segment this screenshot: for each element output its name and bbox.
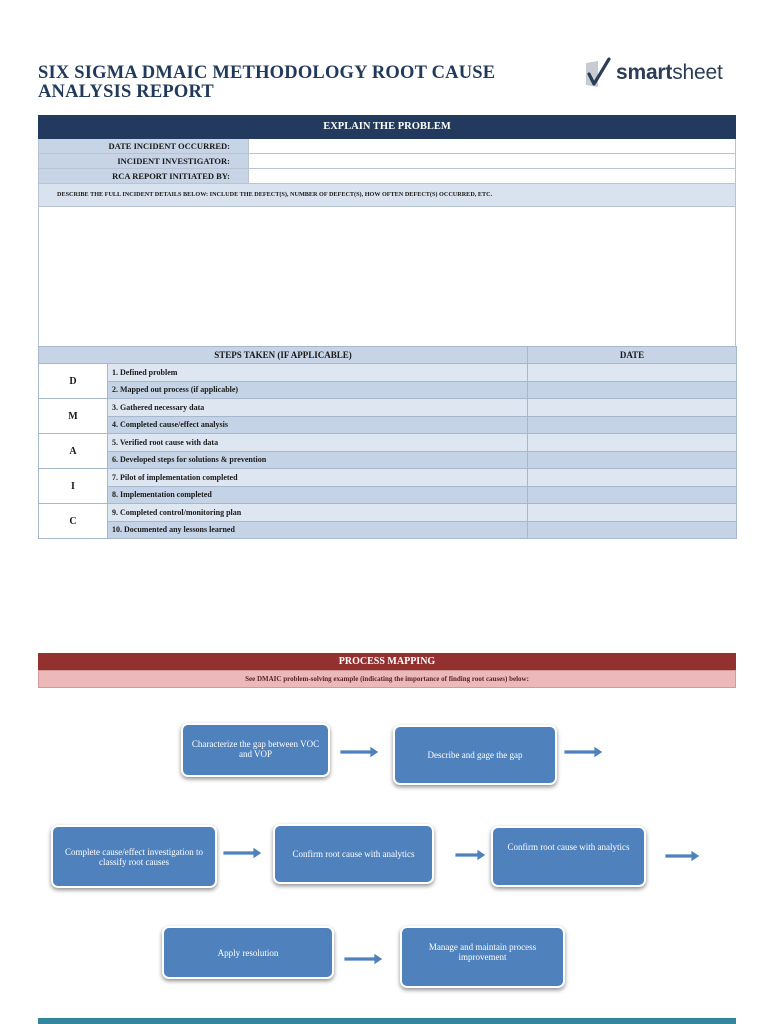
right-arrow-icon xyxy=(223,846,263,860)
step-date-field[interactable] xyxy=(528,434,737,452)
step-date-field[interactable] xyxy=(528,416,737,434)
right-arrow-icon xyxy=(344,952,384,966)
process-mapping-subheader: See DMAIC problem-solving example (indicating the importance of finding root causes) below: xyxy=(38,670,736,688)
investigator-field[interactable] xyxy=(248,154,735,168)
step-date-field[interactable] xyxy=(528,451,737,469)
logo-wordmark: smartsheet xyxy=(616,61,723,84)
step-label: 4. Completed cause/effect analysis xyxy=(108,416,528,434)
step-label: 2. Mapped out process (if applicable) xyxy=(108,381,528,399)
step-date-field[interactable] xyxy=(528,521,737,539)
step-label: 3. Gathered necessary data xyxy=(108,399,528,417)
right-arrow-icon xyxy=(564,745,604,759)
rca-initiated-label: RCA REPORT INITIATED BY: xyxy=(39,169,248,183)
flow-box-confirm-root-cause-1: Confirm root cause with analytics xyxy=(273,824,434,884)
step-label: 5. Verified root cause with data xyxy=(108,434,528,452)
flow-box-manage-improvement: Manage and maintain process improvement xyxy=(400,926,565,988)
step-date-field[interactable] xyxy=(528,504,737,522)
flow-box-apply-resolution: Apply resolution xyxy=(162,926,334,979)
phase-label: A xyxy=(39,434,108,469)
steps-column-header: STEPS TAKEN (IF APPLICABLE) xyxy=(39,347,528,364)
step-label: 1. Defined problem xyxy=(108,364,528,382)
flow-box-confirm-root-cause-2: Confirm root cause with analytics xyxy=(491,826,646,887)
rca-initiated-row xyxy=(38,169,736,184)
step-date-field[interactable] xyxy=(528,364,737,382)
checkmark-logo-icon xyxy=(584,57,612,89)
step-date-field[interactable] xyxy=(528,469,737,487)
date-incident-field[interactable] xyxy=(248,139,735,153)
next-section-header-bar xyxy=(38,1018,736,1024)
step-label: 6. Developed steps for solutions & prevention xyxy=(108,451,528,469)
date-column-header: DATE xyxy=(528,347,737,364)
step-label: 7. Pilot of implementation completed xyxy=(108,469,528,487)
step-label: 9. Completed control/monitoring plan xyxy=(108,504,528,522)
step-date-field[interactable] xyxy=(528,381,737,399)
flow-box-describe-gap: Describe and gage the gap xyxy=(393,725,557,785)
steps-table xyxy=(38,346,737,539)
phase-label: C xyxy=(39,504,108,539)
right-arrow-icon xyxy=(665,849,701,863)
incident-details-field[interactable] xyxy=(38,207,736,346)
flow-box-cause-effect: Complete cause/effect investigation to classify root causes xyxy=(51,825,217,888)
incident-details-label: DESCRIBE THE FULL INCIDENT DETAILS BELOW: INCLUDE THE DEFECT(S), NUMBER OF DEFECT(S), HOW OFTEN DEFECT(S) OCCURRED, ETC. xyxy=(38,184,736,207)
investigator-row xyxy=(38,154,736,169)
step-label: 10. Documented any lessons learned xyxy=(108,521,528,539)
phase-label: M xyxy=(39,399,108,434)
flow-box-characterize-gap: Characterize the gap between VOC and VOP xyxy=(181,723,330,777)
process-mapping-header: PROCESS MAPPING xyxy=(38,653,736,670)
right-arrow-icon xyxy=(340,745,380,759)
explain-problem-header: EXPLAIN THE PROBLEM xyxy=(38,115,736,139)
date-incident-label: DATE INCIDENT OCCURRED: xyxy=(39,139,248,153)
step-label: 8. Implementation completed xyxy=(108,486,528,504)
smartsheet-logo xyxy=(584,56,723,90)
rca-initiated-field[interactable] xyxy=(248,169,735,183)
investigator-label: INCIDENT INVESTIGATOR: xyxy=(39,154,248,168)
right-arrow-icon xyxy=(455,848,487,862)
date-incident-row xyxy=(38,139,736,154)
step-date-field[interactable] xyxy=(528,399,737,417)
phase-label: D xyxy=(39,364,108,399)
report-title: SIX SIGMA DMAIC METHODOLOGY ROOT CAUSE ANALYSIS REPORT xyxy=(38,63,496,102)
step-date-field[interactable] xyxy=(528,486,737,504)
phase-label: I xyxy=(39,469,108,504)
